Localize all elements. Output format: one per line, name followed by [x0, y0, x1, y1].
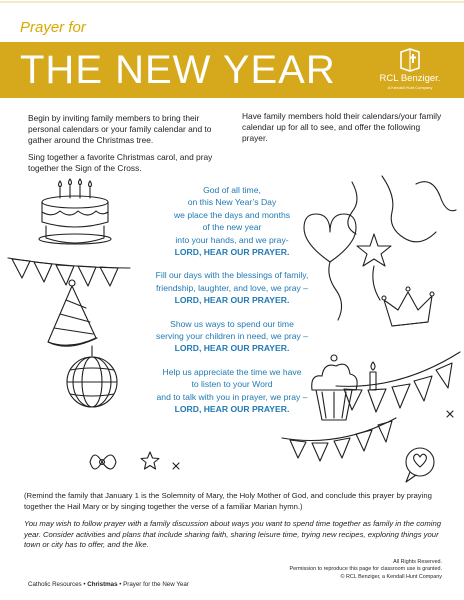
- bow-icon: [90, 455, 116, 469]
- prayer-text: [130, 184, 334, 427]
- prayer-line: and to talk with you in prayer, we pray –: [156, 391, 308, 402]
- prayer-line: on this New Year’s Day: [187, 197, 277, 208]
- logo-subtitle: A Kendall Hunt Company: [387, 85, 433, 90]
- intro-paragraph: Have family members hold their calendars/your family calendar up for all to see, and offer the following prayer.: [242, 111, 442, 143]
- closing-note: (Remind the family that January 1 is the Solemnity of Mary, the Holy Mother of God, and conclude this prayer by praying together the Hail Mary or by singing together the verse of a familiar Marian hymn.): [24, 491, 432, 511]
- prayer-stanza: [130, 269, 334, 306]
- prayer-line: Show us ways to spend our time: [170, 318, 294, 329]
- title-banner: [0, 42, 464, 98]
- prayer-line: we place the days and months: [173, 209, 291, 220]
- streamer-icon: [348, 176, 456, 242]
- star-balloon-icon: [357, 234, 391, 300]
- prayer-response: LORD, HEAR OUR PRAYER.: [174, 295, 290, 306]
- birthday-cake-icon: [39, 179, 111, 244]
- prayer-line: into your hands, and we pray-: [175, 234, 289, 245]
- star-icon: [141, 452, 159, 469]
- prayer-response: LORD, HEAR OUR PRAYER.: [174, 343, 290, 354]
- candle-icon: [370, 362, 376, 390]
- prayer-line: of the new year: [202, 222, 262, 233]
- closing-section: [24, 491, 444, 558]
- intro-right: [242, 111, 442, 150]
- discussion-note: You may wish to follow prayer with a family discussion about ways you want to spend time together as family in the coming year. Consider activities and plans that include sharing faith, sharing leisure time, trying new recipes, exploring things your town or city has to offer, and the like.: [24, 519, 442, 549]
- top-rule: [0, 0, 464, 20]
- prayer-line: Help us appreciate the time we have: [162, 366, 302, 377]
- footer-category: Christmas: [87, 581, 118, 588]
- footer-copyright: © RCL Benziger, a Kendall Hunt Company: [340, 573, 442, 580]
- page-title: THE NEW YEAR: [20, 48, 336, 92]
- prayer-line: Fill our days with the blessings of family,: [155, 270, 309, 281]
- footer-legal: [242, 559, 442, 581]
- sparkle-icon: [447, 411, 453, 417]
- intro-paragraph: Sing together a favorite Christmas carol, and pray together the Sign of the Cross.: [28, 152, 213, 173]
- intro-paragraph: Begin by inviting family members to bring their personal calendars or your family calendar and to gather around the Christmas tree.: [28, 113, 212, 145]
- crown-icon: [382, 287, 434, 326]
- party-hat-icon: [48, 280, 97, 346]
- pennant-banner-icon: [336, 352, 460, 412]
- footer-rights: All Rights Reserved.: [393, 559, 442, 565]
- footer-permission: Permission to reproduce this page for classroom use is granted.: [289, 566, 442, 573]
- prayer-stanza: [130, 318, 334, 355]
- prayer-line: friendship, laughter, and love, we pray –: [156, 282, 308, 293]
- book-cross-icon: [399, 48, 421, 72]
- disco-ball-icon: [67, 346, 117, 407]
- prayer-line: God of all time,: [203, 185, 261, 195]
- sparkle-icon: [173, 463, 179, 469]
- prayer-stanza: [130, 184, 334, 258]
- prayer-response: LORD, HEAR OUR PRAYER.: [174, 404, 290, 415]
- header-kicker: Prayer for: [20, 19, 86, 36]
- prayer-line: to listen to your Word: [191, 379, 273, 390]
- footer-title: • Prayer for the New Year: [117, 581, 189, 588]
- prayer-stanza: [130, 366, 334, 416]
- logo-name: RCL Benziger.: [379, 73, 441, 84]
- speech-heart-icon: [406, 448, 434, 482]
- prayer-line: serving your children in need, we pray –: [156, 331, 308, 342]
- publisher-logo: [372, 48, 448, 92]
- footer-section: Catholic Resources •: [28, 581, 88, 588]
- footer-breadcrumb: [28, 581, 189, 588]
- prayer-response: LORD, HEAR OUR PRAYER.: [174, 247, 290, 258]
